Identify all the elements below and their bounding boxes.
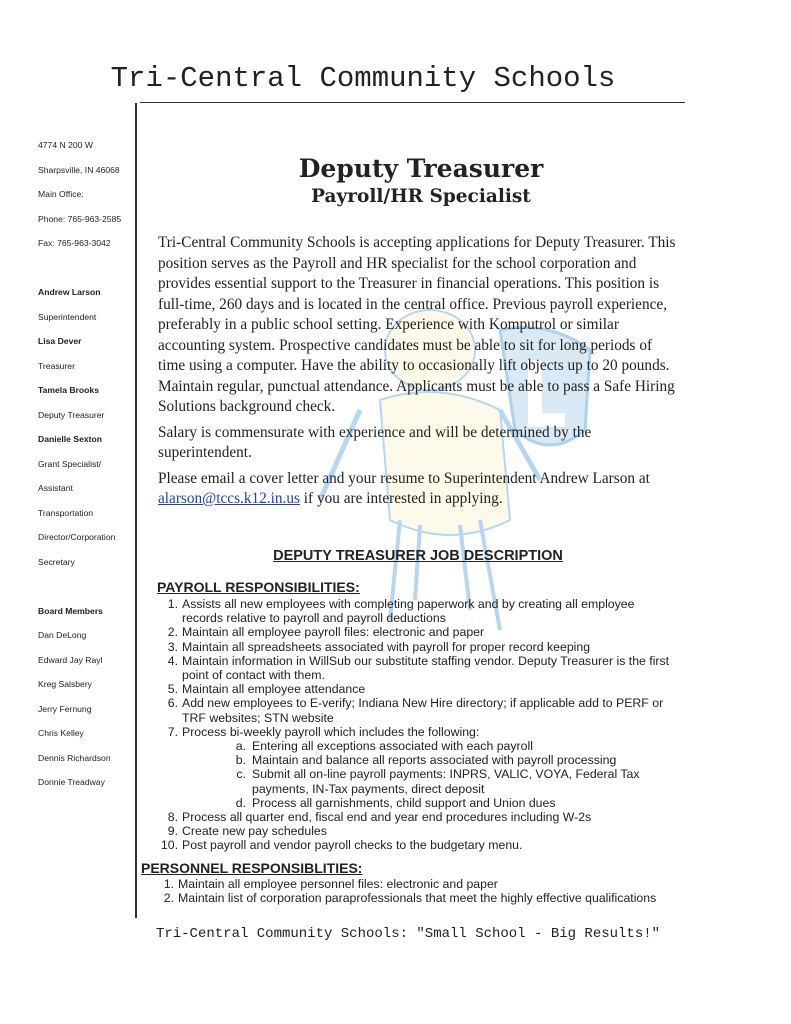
item-number: a. xyxy=(235,739,246,754)
list-item xyxy=(160,597,670,625)
item-number: 5. xyxy=(167,682,178,697)
item-text: Maintain all employee attendance xyxy=(182,682,366,697)
apply-text: Please email a cover letter and your resume to Superintendent Andrew Larson at xyxy=(158,469,650,487)
spacer xyxy=(38,261,133,286)
item-text: Submit all on-line payroll payments: INPRS, VALIC, VOYA, Federal Tax payments, IN-Tax payments, direct deposit xyxy=(252,767,640,796)
list-item xyxy=(228,739,670,753)
list-item xyxy=(156,877,676,891)
item-text: Assists all new employees with completing paperwork and by creating all employee records relative to payroll and payroll deductions xyxy=(182,597,635,626)
sidebar-divider xyxy=(135,103,137,918)
job-title: Deputy Treasurer xyxy=(298,154,544,183)
item-number: 10. xyxy=(160,838,178,853)
address-line: Sharpsville, IN 46068 xyxy=(38,164,120,175)
item-text: Create new pay schedules xyxy=(182,824,327,839)
list-item xyxy=(160,838,670,852)
list-item xyxy=(160,725,670,739)
item-number: 2. xyxy=(163,891,174,906)
sidebar xyxy=(38,138,133,800)
item-text: Process all quarter end, fiscal end and year end procedures including W-2s xyxy=(182,810,592,825)
payroll-heading: PAYROLL RESPONSIBILITIES: xyxy=(157,579,360,595)
staff-role: Director/Corporation xyxy=(38,532,116,542)
item-number: 6. xyxy=(167,696,178,711)
item-number: c. xyxy=(236,767,246,782)
item-text: Maintain and balance all reports associated with payroll processing xyxy=(252,753,617,768)
list-item xyxy=(160,682,670,696)
address-line: Main Office: xyxy=(38,189,84,199)
item-text: Process bi-weekly payroll which includes the following: xyxy=(182,724,480,739)
board-member: Dan DeLong xyxy=(38,630,87,640)
list-item xyxy=(160,810,670,824)
item-text: Maintain all employee personnel files: electronic and paper xyxy=(178,877,498,891)
list-item xyxy=(156,891,676,905)
item-number: 9. xyxy=(167,824,178,839)
salary-paragraph: Salary is commensurate with experience and will be determined by the superintendent. xyxy=(158,423,592,461)
item-text: Maintain all employee payroll files: electronic and paper xyxy=(182,625,485,640)
description-paragraph: Tri-Central Community Schools is accepting applications for Deputy Treasurer. This position serves as the Payroll and HR specialist for the school corporation and provides essential support to the Treasurer in financial operations. This position is full-time, 260 days and is located in the central office. Previous payroll experience, preferably in a public school setting. Experience with Komputrol or similar accounting system. Prospective candidates must be able to sit for long periods of time using a computer. Have the ability to occasionally lift objects up to 20 pounds. Maintain regular, punctual attendance. Applicants must be able to pass a Safe Hiring Solutions background check. xyxy=(158,234,676,415)
item-number: 2. xyxy=(167,625,178,640)
item-number: 7. xyxy=(167,724,178,739)
item-text: Maintain all spreadsheets associated with payroll for proper record keeping xyxy=(182,639,591,654)
staff-name: Danielle Sexton xyxy=(38,434,102,444)
board-member: Kreg Salsbery xyxy=(38,679,92,689)
staff-role: Grant Specialist/ xyxy=(38,458,102,469)
item-number: 8. xyxy=(167,810,178,825)
personnel-heading: PERSONNEL RESPONSIBLITIES: xyxy=(141,860,363,876)
payroll-list xyxy=(160,597,670,853)
board-member: Edward Jay Rayl xyxy=(38,654,103,665)
item-text: Maintain information in WillSub our substitute staffing vendor. Deputy Treasurer is the first point of contact with them. xyxy=(182,653,670,683)
list-item xyxy=(160,654,670,682)
item-number: 1. xyxy=(163,877,174,891)
list-item xyxy=(160,625,670,639)
list-item xyxy=(160,824,670,838)
job-posting-body xyxy=(158,233,678,515)
board-member: Donnie Treadway xyxy=(38,777,105,787)
staff-role: Deputy Treasurer xyxy=(38,409,105,420)
personnel-list xyxy=(156,877,676,905)
staff-name: Lisa Dever xyxy=(38,336,82,346)
staff-role: Assistant xyxy=(38,483,73,493)
item-number: 1. xyxy=(167,597,178,611)
address-line: Fax: 765-963-3042 xyxy=(38,238,111,248)
footer-slogan: Tri-Central Community Schools: "Small School - Big Results!" xyxy=(155,926,661,942)
address-line: 4774 N 200 W xyxy=(38,140,93,150)
list-item xyxy=(228,796,670,810)
item-number: 4. xyxy=(167,653,178,668)
item-text: Add new employees to E-verify; Indiana New Hire directory; if applicable add to PERF or TRF websites; STN website xyxy=(182,696,664,725)
item-text: Maintain list of corporation paraprofessionals that meet the highly effective qualifications xyxy=(178,891,657,906)
job-description-heading: DEPUTY TREASURER JOB DESCRIPTION xyxy=(273,548,563,564)
list-item xyxy=(160,640,670,654)
item-text: Process all garnishments, child support and Union dues xyxy=(252,795,556,810)
board-member: Dennis Richardson xyxy=(38,752,111,763)
sub-list-container xyxy=(160,739,670,810)
item-number: d. xyxy=(235,795,246,810)
job-subtitle: Payroll/HR Specialist xyxy=(311,186,531,207)
item-text: Post payroll and vendor payroll checks to the budgetary menu. xyxy=(182,838,523,853)
apply-text-end: if you are interested in applying. xyxy=(299,490,503,507)
board-member: Jerry Fernung xyxy=(38,703,92,714)
header-divider xyxy=(140,102,685,103)
item-text: Entering all exceptions associated with each payroll xyxy=(252,739,533,754)
email-link[interactable]: alarson@tccs.k12.in.us xyxy=(158,490,300,507)
list-item xyxy=(228,767,670,795)
item-number: 3. xyxy=(167,639,178,654)
spacer xyxy=(38,579,133,604)
address-line: Phone: 765-963-2585 xyxy=(38,213,122,224)
staff-role: Superintendent xyxy=(38,311,97,322)
item-number: b. xyxy=(235,753,246,768)
staff-name: Tamela Brooks xyxy=(38,385,99,395)
payroll-sub-list xyxy=(160,739,670,810)
list-item xyxy=(228,753,670,767)
staff-role: Treasurer xyxy=(38,360,75,371)
staff-role: Secretary xyxy=(38,556,75,567)
staff-name: Andrew Larson xyxy=(38,287,101,297)
board-member: Chris Kelley xyxy=(38,728,84,738)
list-item xyxy=(160,696,670,724)
staff-role: Transportation xyxy=(38,507,94,518)
apply-paragraph xyxy=(158,469,678,510)
board-heading: Board Members xyxy=(38,605,103,616)
letterhead-title: Tri-Central Community Schools xyxy=(110,62,616,95)
